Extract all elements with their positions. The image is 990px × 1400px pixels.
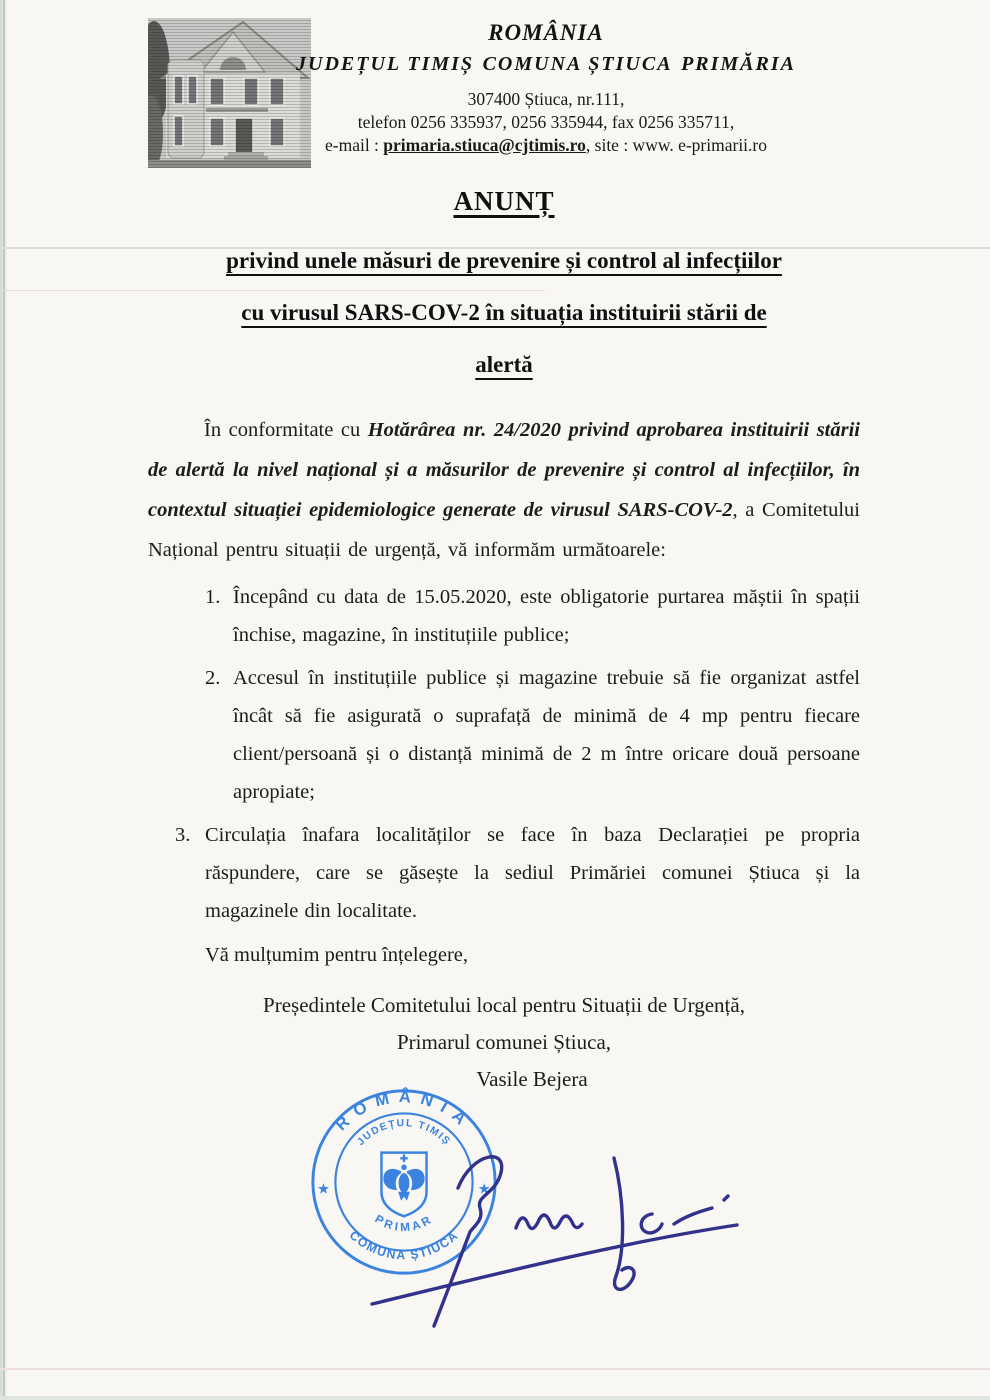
list-item-text: Circulația înafara localităților se face în baza Declarației pe propria răspundere, care se găsește la sediul Primăriei comunei Știuca și la magazinele din localitate. [205, 824, 860, 923]
stamp-commune-text: COMUNA ȘTIUCA [346, 1228, 462, 1263]
list-item-number: 3. [175, 824, 191, 847]
stamp-country-text: ROMÂNIA [331, 1086, 477, 1135]
scan-bottom-edge-artifact [0, 1396, 990, 1400]
signatory-title-line: Primarul comunei Știuca, [396, 1030, 612, 1055]
building-photo-illustration [148, 18, 311, 168]
document-subtitle [148, 235, 860, 391]
building-photo [148, 18, 311, 168]
list-item [148, 659, 860, 811]
country-title: ROMÂNIA [488, 20, 604, 45]
subtitle-line: alertă [475, 352, 533, 377]
stamp-mayor-text: PRIMAR [372, 1212, 436, 1235]
document-body [148, 180, 860, 1092]
org-line [296, 53, 796, 76]
subtitle-line: cu virusul SARS-COV-2 în situația instituirii stării de [241, 300, 767, 325]
measures-list [148, 578, 860, 930]
intro-legal-reference: Hotărârea nr. 24/2020 privind aprobarea instituirii stării de alertă la nivel național și a măsurilor de prevenire și control al infecțiilor, în contextul situației epidemiologice generate de virusul SARS-COV-2 [148, 419, 860, 522]
subtitle-line: privind unele măsuri de prevenire și control al infecțiilor [226, 248, 782, 273]
closing-line: Vă mulțumim pentru înțelegere, [205, 944, 469, 967]
site-suffix: , site : www. e-primarii.ro [585, 135, 768, 155]
letterhead [296, 20, 796, 156]
star-icon: ★ [478, 1180, 491, 1196]
scan-horizontal-line-artifact [0, 1368, 990, 1370]
stamp-county-text: JUDEȚUL TIMIȘ [355, 1117, 453, 1148]
star-icon: ★ [317, 1180, 330, 1196]
list-item-text: Accesul în instituțiile publice și magazine trebuie să fie organizat astfel încât să fie asigurată o suprafață de minimă de 4 mp pentru fiecare client/persoană și o distanță minimă de 2 m între oricare două persoane apropiate; [233, 667, 860, 804]
list-item-number: 1. [205, 586, 221, 609]
list-item-number: 2. [205, 667, 221, 690]
signatory-role-line: Președintele Comitetului local pentru Situații de Urgență, [263, 993, 745, 1018]
document-title: ANUNȚ [453, 186, 555, 216]
signature-strokes [330, 1128, 750, 1358]
list-item [148, 578, 860, 654]
intro-lead: În conformitate cu [204, 419, 368, 442]
email-prefix: e-mail : [324, 135, 384, 155]
phone-fax-line: telefon 0256 335937, 0256 335944, fax 0256 335711, [357, 112, 735, 132]
list-item-text: Începând cu data de 15.05.2020, este obligatorie purtarea măștii în spații închise, magazine, în instituțiile publice; [233, 586, 860, 647]
intro-rest: , a Comitetului Național pentru situații de urgență, vă informăm următoarele: [148, 499, 860, 562]
handwritten-signature [330, 1128, 750, 1358]
email-site-line [296, 135, 796, 156]
email-address: primaria.stiuca@cjtimis.ro [383, 135, 586, 155]
cityhall-label: PRIMĂRIA [681, 53, 796, 75]
commune-label: COMUNA ȘTIUCA [482, 53, 673, 75]
list-item [148, 816, 860, 930]
county-label: JUDEȚUL TIMIȘ [296, 53, 475, 75]
address-line: 307400 Știuca, nr.111, [467, 89, 625, 109]
signatory-name: Vasile Bejera [476, 1067, 588, 1092]
intro-paragraph [148, 410, 860, 570]
scan-vertical-line-artifact [3, 0, 5, 1400]
